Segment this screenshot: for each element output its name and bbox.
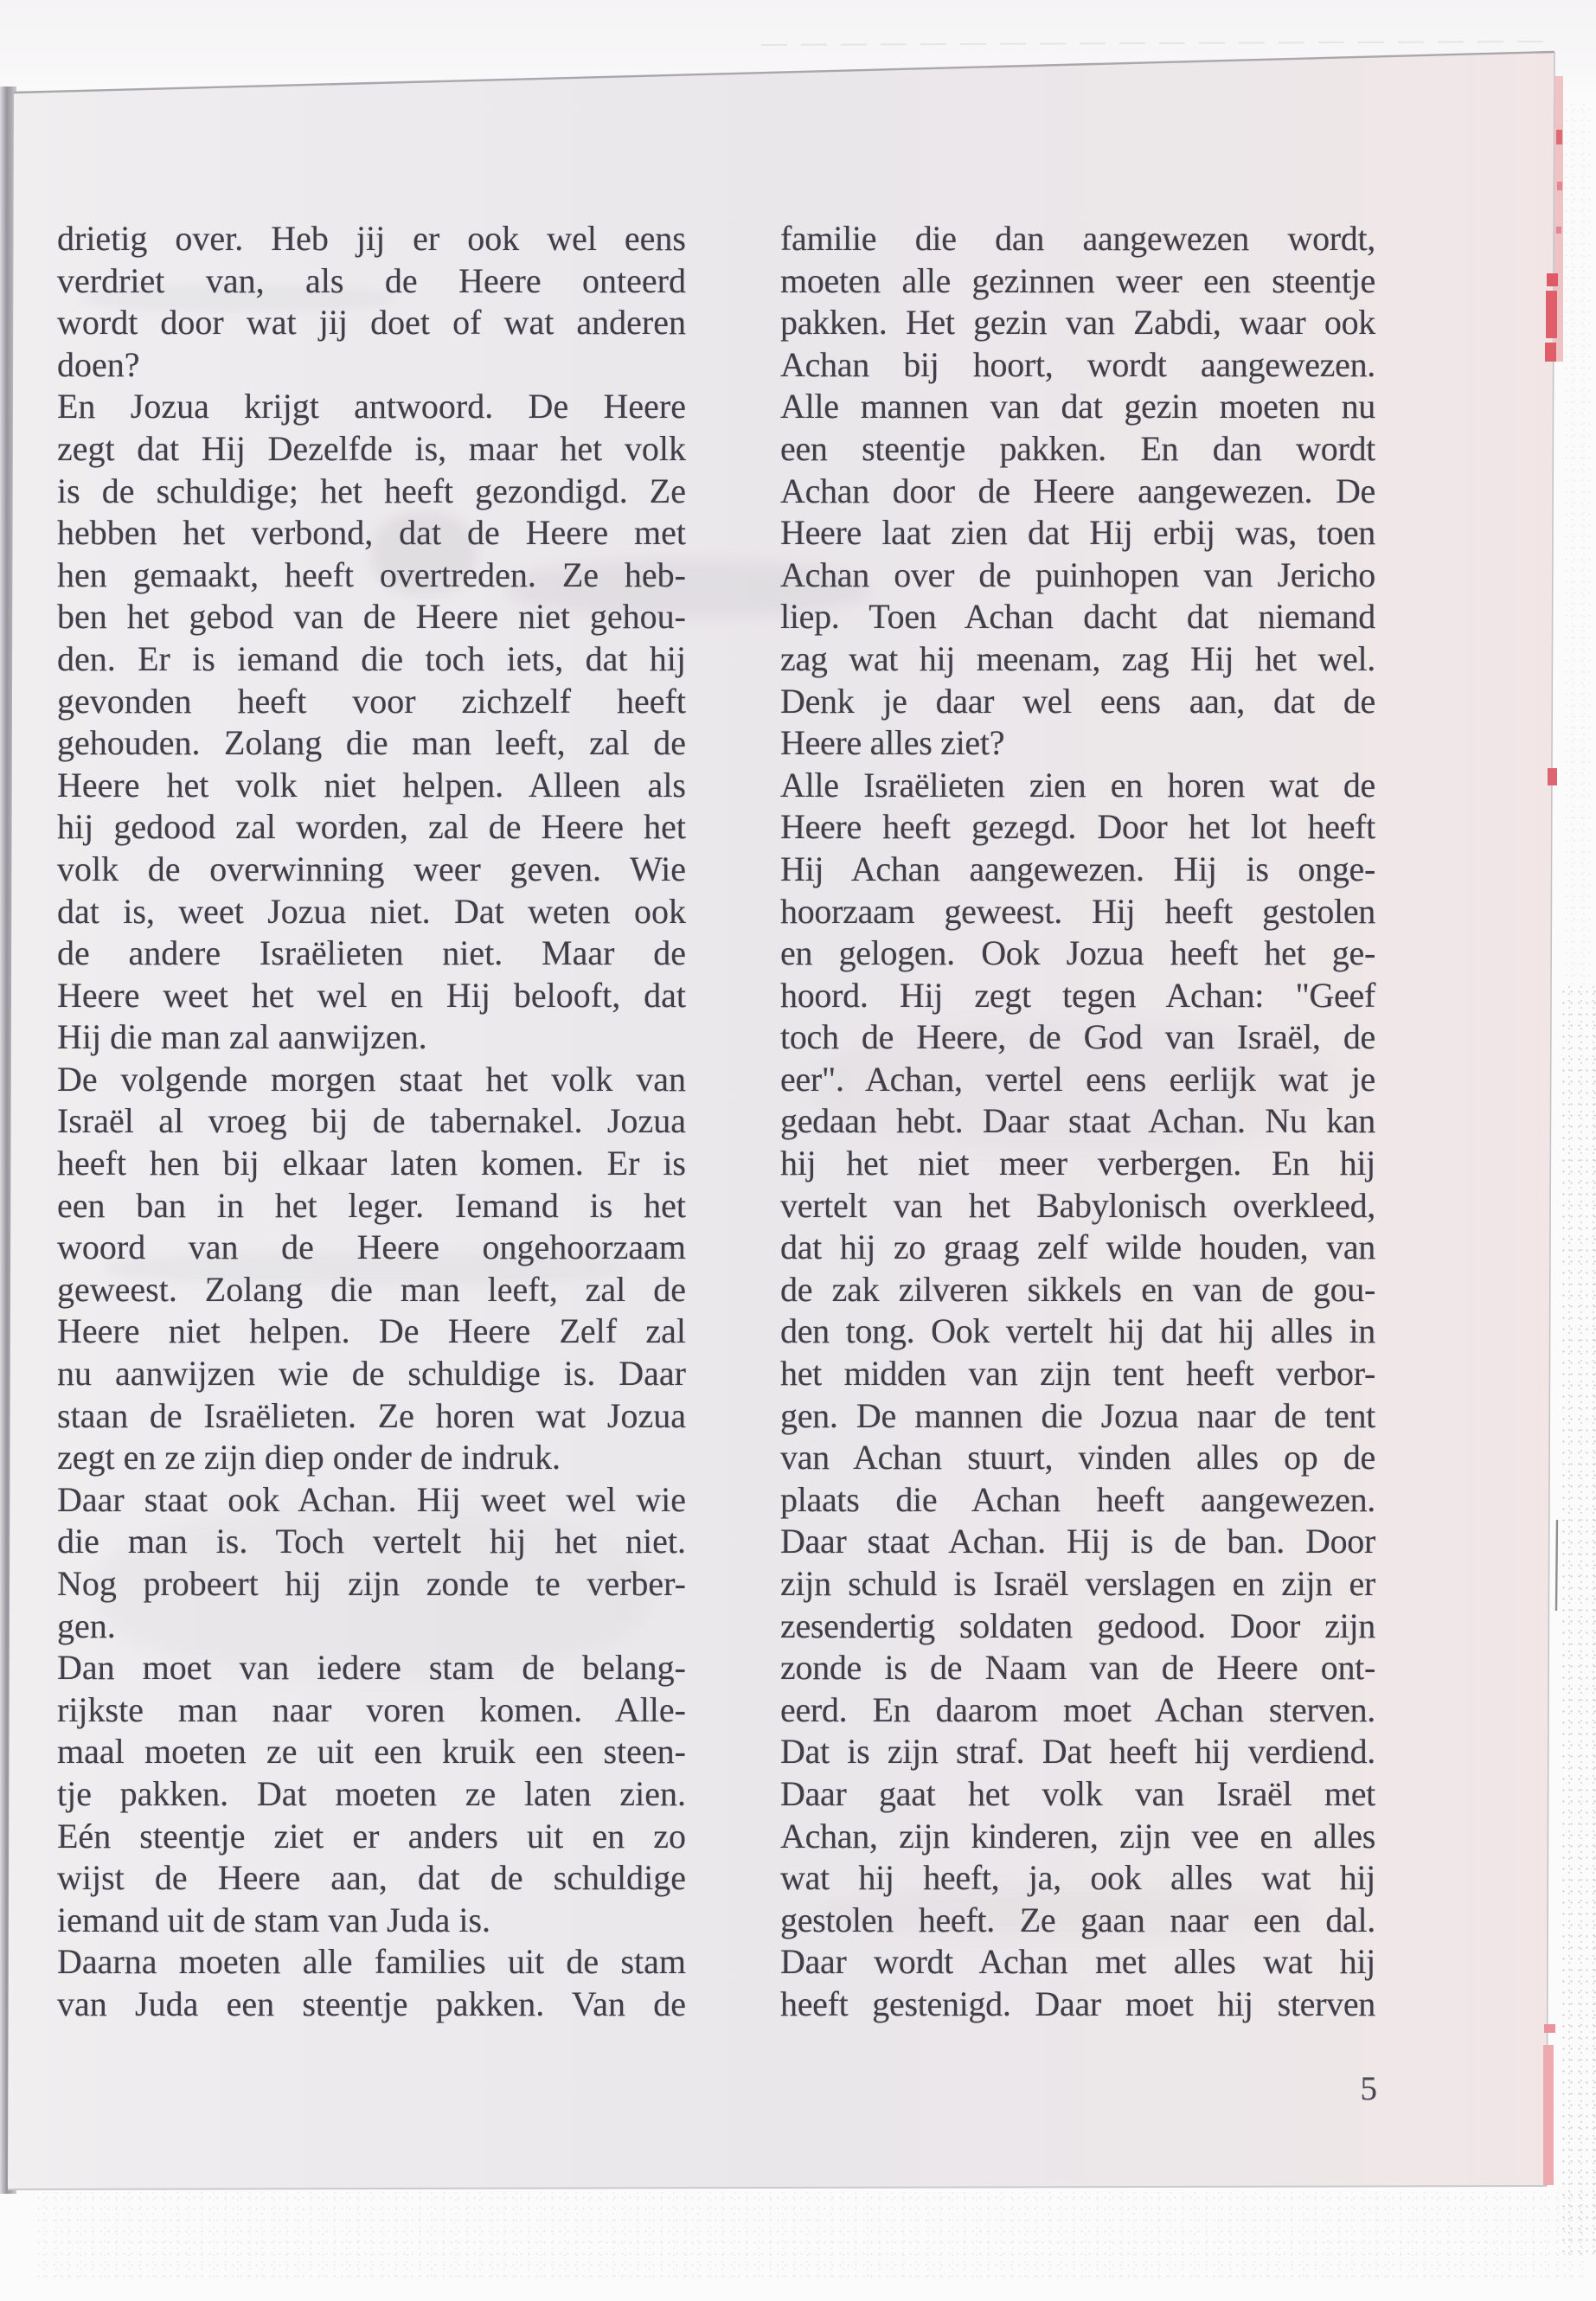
text-line: doen?: [57, 344, 140, 384]
text-line: zegt en ze zijn diep onder de indruk.: [57, 1438, 561, 1477]
red-edge-mark: [1546, 291, 1557, 338]
text-line: van Achan stuurt, vinden alles op de: [780, 1438, 1375, 1477]
text-line: heeft hen bij elkaar laten komen. Er is: [57, 1144, 686, 1183]
red-edge-mark: [1548, 768, 1557, 785]
text-line: toch de Heere, de God van Israël, de: [780, 1017, 1375, 1057]
text-line: Daar gaat het volk van Israël met: [780, 1773, 1375, 1813]
text-line: Daar wordt Achan met alles wat hij: [780, 1942, 1375, 1982]
text-line: moeten alle gezinnen weer een steentje: [780, 260, 1375, 300]
text-line: Hij Achan aangewezen. Hij is onge-: [780, 849, 1375, 888]
text-line: De volgende morgen staat het volk van: [57, 1059, 686, 1099]
text-line: dat is, weet Jozua niet. Dat weten ook: [57, 891, 686, 931]
text-line: Heere alles ziet?: [780, 723, 1005, 763]
text-line: gestolen heeft. Ze gaan naar een dal.: [780, 1900, 1375, 1939]
page-number: 5: [1360, 2070, 1377, 2107]
red-edge-fleck: [1557, 182, 1562, 190]
text-line: en gelogen. Ook Jozua heeft het ge-: [780, 933, 1375, 973]
text-line: Denk je daar wel eens aan, dat de: [780, 681, 1375, 721]
red-edge-fleck: [1556, 130, 1562, 144]
text-line: eerd. En daarom moet Achan sterven.: [780, 1689, 1375, 1729]
text-line: woord van de Heere ongehoorzaam: [57, 1227, 686, 1267]
text-line: Heere niet helpen. De Heere Zelf zal: [57, 1311, 686, 1351]
text-line: Heere het volk niet helpen. Alleen als: [57, 765, 686, 804]
text-line: Heere laat zien dat Hij erbij was, toen: [780, 513, 1375, 553]
red-edge-mark: [1547, 273, 1558, 286]
text-line: wordt door wat jij doet of wat anderen: [57, 303, 686, 343]
text-line: geweest. Zolang die man leeft, zal de: [57, 1269, 686, 1309]
text-line: zag wat hij meenam, zag Hij het wel.: [780, 638, 1375, 678]
text-line: Daar staat ook Achan. Hij weet wel wie: [57, 1479, 686, 1519]
text-line: En Jozua krijgt antwoord. De Heere: [57, 387, 686, 426]
text-line: gevonden heeft voor zichzelf heeft: [57, 681, 686, 721]
text-line: hoord. Hij zegt tegen Achan: "Geef: [780, 975, 1375, 1015]
text-line: Achan bij hoort, wordt aangewezen.: [780, 344, 1375, 384]
text-line: liep. Toen Achan dacht dat niemand: [780, 597, 1375, 637]
text-line: de andere Israëlieten niet. Maar de: [57, 933, 686, 973]
text-line: hebben het verbond, dat de Heere met: [57, 513, 686, 553]
text-line: Achan over de puinhopen van Jericho: [780, 554, 1375, 594]
red-edge-mark: [1544, 2024, 1555, 2033]
text-line: zijn schuld is Israël verslagen en zijn er: [780, 1564, 1375, 1603]
text-line: Dat is zijn straf. Dat heeft hij verdiend.: [780, 1732, 1375, 1772]
text-line: is de schuldige; het heeft gezondigd. Ze: [57, 471, 686, 510]
text-line: die man is. Toch vertelt hij het niet.: [57, 1522, 686, 1561]
red-edge-strip-bottom: [1543, 2045, 1554, 2185]
text-line: zesendertig soldaten gedood. Door zijn: [780, 1606, 1375, 1645]
text-line: Hij die man zal aanwijzen.: [57, 1017, 427, 1057]
text-line: familie die dan aangewezen wordt,: [780, 219, 1375, 258]
text-line: Israël al vroeg bij de tabernakel. Jozua: [57, 1101, 686, 1141]
text-line: hoorzaam geweest. Hij heeft gestolen: [780, 891, 1375, 931]
text-line: gen.: [57, 1606, 116, 1645]
text-line: vertelt van het Babylonisch overkleed,: [780, 1185, 1375, 1225]
text-line: Heere weet het wel en Hij belooft, dat: [57, 975, 686, 1015]
text-line: hen gemaakt, heeft overtreden. Ze heb-: [57, 554, 686, 594]
text-line: den. Er is iemand die toch iets, dat hij: [57, 638, 686, 678]
text-line: hij gedood zal worden, zal de Heere het: [57, 807, 686, 847]
text-line: gen. De mannen die Jozua naar de tent: [780, 1395, 1375, 1435]
text-line: volk de overwinning weer geven. Wie: [57, 849, 686, 888]
text-line: dat hij zo graag zelf wilde houden, van: [780, 1227, 1375, 1267]
text-line: Heere heeft gezegd. Door het lot heeft: [780, 807, 1375, 847]
text-line: Dan moet van iedere stam de belang-: [57, 1648, 686, 1688]
text-line: heeft gestenigd. Daar moet hij sterven: [780, 1984, 1375, 2023]
red-edge-mark: [1545, 343, 1556, 362]
text-line: het midden van zijn tent heeft verbor-: [780, 1354, 1375, 1394]
text-line: de zak zilveren sikkels en van de gou-: [780, 1269, 1375, 1309]
text-line: plaats die Achan heeft aangewezen.: [780, 1479, 1375, 1519]
red-edge-fleck: [1556, 227, 1561, 234]
text-line: Achan door de Heere aangewezen. De: [780, 471, 1375, 510]
text-line: staan de Israëlieten. Ze horen wat Jozua: [57, 1395, 686, 1435]
text-line: zonde is de Naam van de Heere ont-: [780, 1648, 1375, 1688]
text-line: rijkste man naar voren komen. Alle-: [57, 1689, 686, 1729]
scan-artifact-line: [761, 42, 1548, 45]
text-line: een ban in het leger. Iemand is het: [57, 1185, 686, 1225]
text-line: eer". Achan, vertel eens eerlijk wat je: [780, 1059, 1375, 1099]
text-line: verdriet van, als de Heere onteerd: [57, 260, 686, 300]
text-line: een steentje pakken. En dan wordt: [780, 428, 1375, 468]
text-line: Alle mannen van dat gezin moeten nu: [780, 387, 1375, 426]
text-line: gehouden. Zolang die man leeft, zal de: [57, 723, 686, 763]
text-line: Daar staat Achan. Hij is de ban. Door: [780, 1522, 1375, 1561]
text-line: maal moeten ze uit een kruik een steen-: [57, 1732, 686, 1772]
text-column-right: [780, 218, 1375, 2026]
text-line: nu aanwijzen wie de schuldige is. Daar: [57, 1354, 686, 1394]
text-line: iemand uit de stam van Juda is.: [57, 1900, 491, 1939]
text-line: Daarna moeten alle families uit de stam: [57, 1942, 686, 1982]
text-line: den tong. Ook vertelt hij dat hij alles in: [780, 1311, 1375, 1351]
text-line: hij het niet meer verbergen. En hij: [780, 1144, 1375, 1183]
text-line: Eén steentje ziet er anders uit en zo: [57, 1816, 686, 1856]
text-line: wat hij heeft, ja, ook alles wat hij: [780, 1858, 1375, 1898]
text-line: gedaan hebt. Daar staat Achan. Nu kan: [780, 1101, 1375, 1141]
page-right-edge-dark-segment: [1556, 1520, 1557, 1611]
text-line: van Juda een steentje pakken. Van de: [57, 1984, 686, 2023]
text-line: zegt dat Hij Dezelfde is, maar het volk: [57, 428, 686, 468]
text-line: Alle Israëlieten zien en horen wat de: [780, 765, 1375, 804]
text-column-left: [57, 218, 686, 2026]
text-line: tje pakken. Dat moeten ze laten zien.: [57, 1773, 686, 1813]
text-line: pakken. Het gezin van Zabdi, waar ook: [780, 303, 1375, 343]
text-line: Nog probeert hij zijn zonde te verber-: [57, 1564, 686, 1603]
text-line: wijst de Heere aan, dat de schuldige: [57, 1858, 686, 1898]
text-line: drietig over. Heb jij er ook wel eens: [57, 219, 686, 258]
text-line: ben het gebod van de Heere niet gehou-: [57, 597, 686, 637]
text-line: Achan, zijn kinderen, zijn vee en alles: [780, 1816, 1375, 1856]
